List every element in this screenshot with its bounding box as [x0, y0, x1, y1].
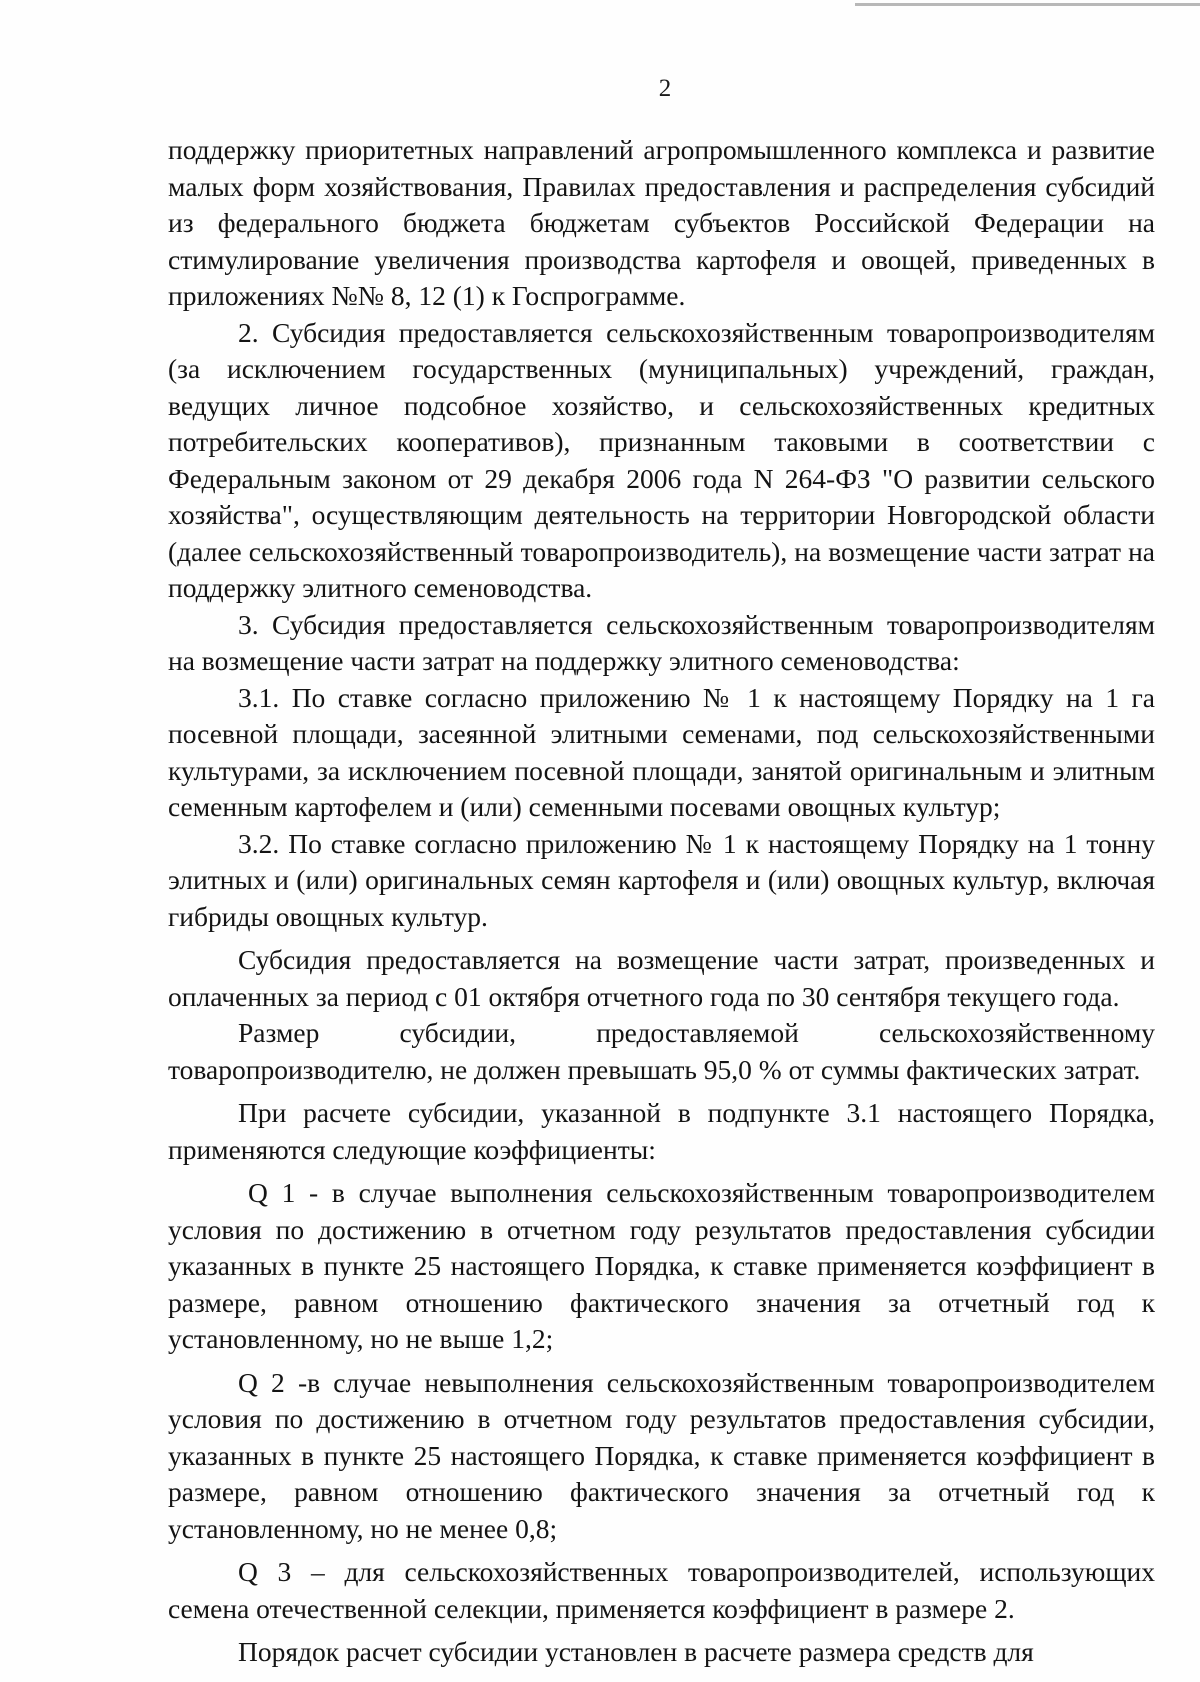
page-number: 2 — [658, 75, 672, 102]
paragraph-item-3-1: 3.1. По ставке согласно приложению № 1 к настоящему Порядку на 1 га посевной площади, засеянной элитными семенами, под сельскохозяйственными культурами, за исключением посевной площади, занятой оригинальным и элитным семенным картофелем и (или) семенными посевами овощных культур; — [168, 681, 1155, 822]
paragraph-item-3: 3. Субсидия предоставляется сельскохозяйственным товаропроизводителям на возмещение части затрат на поддержку элитного семеноводства: — [168, 608, 1155, 676]
paragraph-continuation: поддержку приоритетных направлений агропромышленного комплекса и развитие малых форм хозяйствования, Правилах предоставления и распределения субсидий из федерального бюджета бюджетам субъектов Российской Федерации на стимулирование увеличения производства картофеля и овощей, приведенных в приложениях №№ 8, 12 (1) к Госпрограмме. — [168, 134, 1155, 311]
scan-artifact-line — [855, 3, 1200, 6]
paragraph-coefficient-q2: Q 2 -в случае невыполнения сельскохозяйственным товаропроизводителем условия по достижению в отчетном году результатов предоставления субсидии, указанных в пункте 25 настоящего Порядка, к ставке применяется коэффициент в размере, равном отношению фактического значения за отчетный год к установленному, но не менее 0,8; — [168, 1366, 1155, 1544]
paragraph-subsidy-size: Размер субсидии, предоставляемой сельскохозяйственному товаропроизводителю, не должен превышать 95,0 % от суммы фактических затрат. — [168, 1017, 1155, 1085]
document-body — [168, 132, 1155, 1671]
paragraph-item-3-2: 3.2. По ставке согласно приложению № 1 к настоящему Порядку на 1 тонну элитных и (или) оригинальных семян картофеля и (или) овощных культур, включая гибриды овощных культур. — [168, 827, 1155, 932]
paragraph-coefficients-intro: При расчете субсидии, указанной в подпункте 3.1 настоящего Порядка, применяются следующие коэффициенты: — [168, 1097, 1155, 1165]
paragraph-coefficient-q1: Q 1 - в случае выполнения сельскохозяйственным товаропроизводителем условия по достижению в отчетном году результатов предоставления субсидии указанных в пункте 25 настоящего Порядка, к ставке применяется коэффициент в размере, равном отношению фактического значения за отчетный год к установленному, но не выше 1,2; — [168, 1177, 1155, 1354]
paragraph-calculation-order: Порядок расчет субсидии установлен в расчете размера средств для — [238, 1636, 1034, 1667]
paragraph-coefficient-q3: Q 3 – для сельскохозяйственных товаропроизводителей, использующих семена отечественной селекции, применяется коэффициент в размере 2. — [168, 1556, 1155, 1624]
paragraph-subsidy-period: Субсидия предоставляется на возмещение части затрат, произведенных и оплаченных за период с 01 октября отчетного года по 30 сентября текущего года. — [168, 944, 1155, 1012]
paragraph-item-2: 2. Субсидия предоставляется сельскохозяйственным товаропроизводителям (за исключением государственных (муниципальных) учреждений, граждан, ведущих личное подсобное хозяйство, и сельскохозяйственных кредитных потребительских кооперативов), признанным таковыми в соответствии с Федеральным законом от 29 декабря 2006 года N 264-ФЗ "О развитии сельского хозяйства", осуществляющим деятельность на территории Новгородской области (далее сельскохозяйственный товаропроизводитель), на возмещение части затрат на поддержку элитного семеноводства. — [168, 316, 1155, 603]
